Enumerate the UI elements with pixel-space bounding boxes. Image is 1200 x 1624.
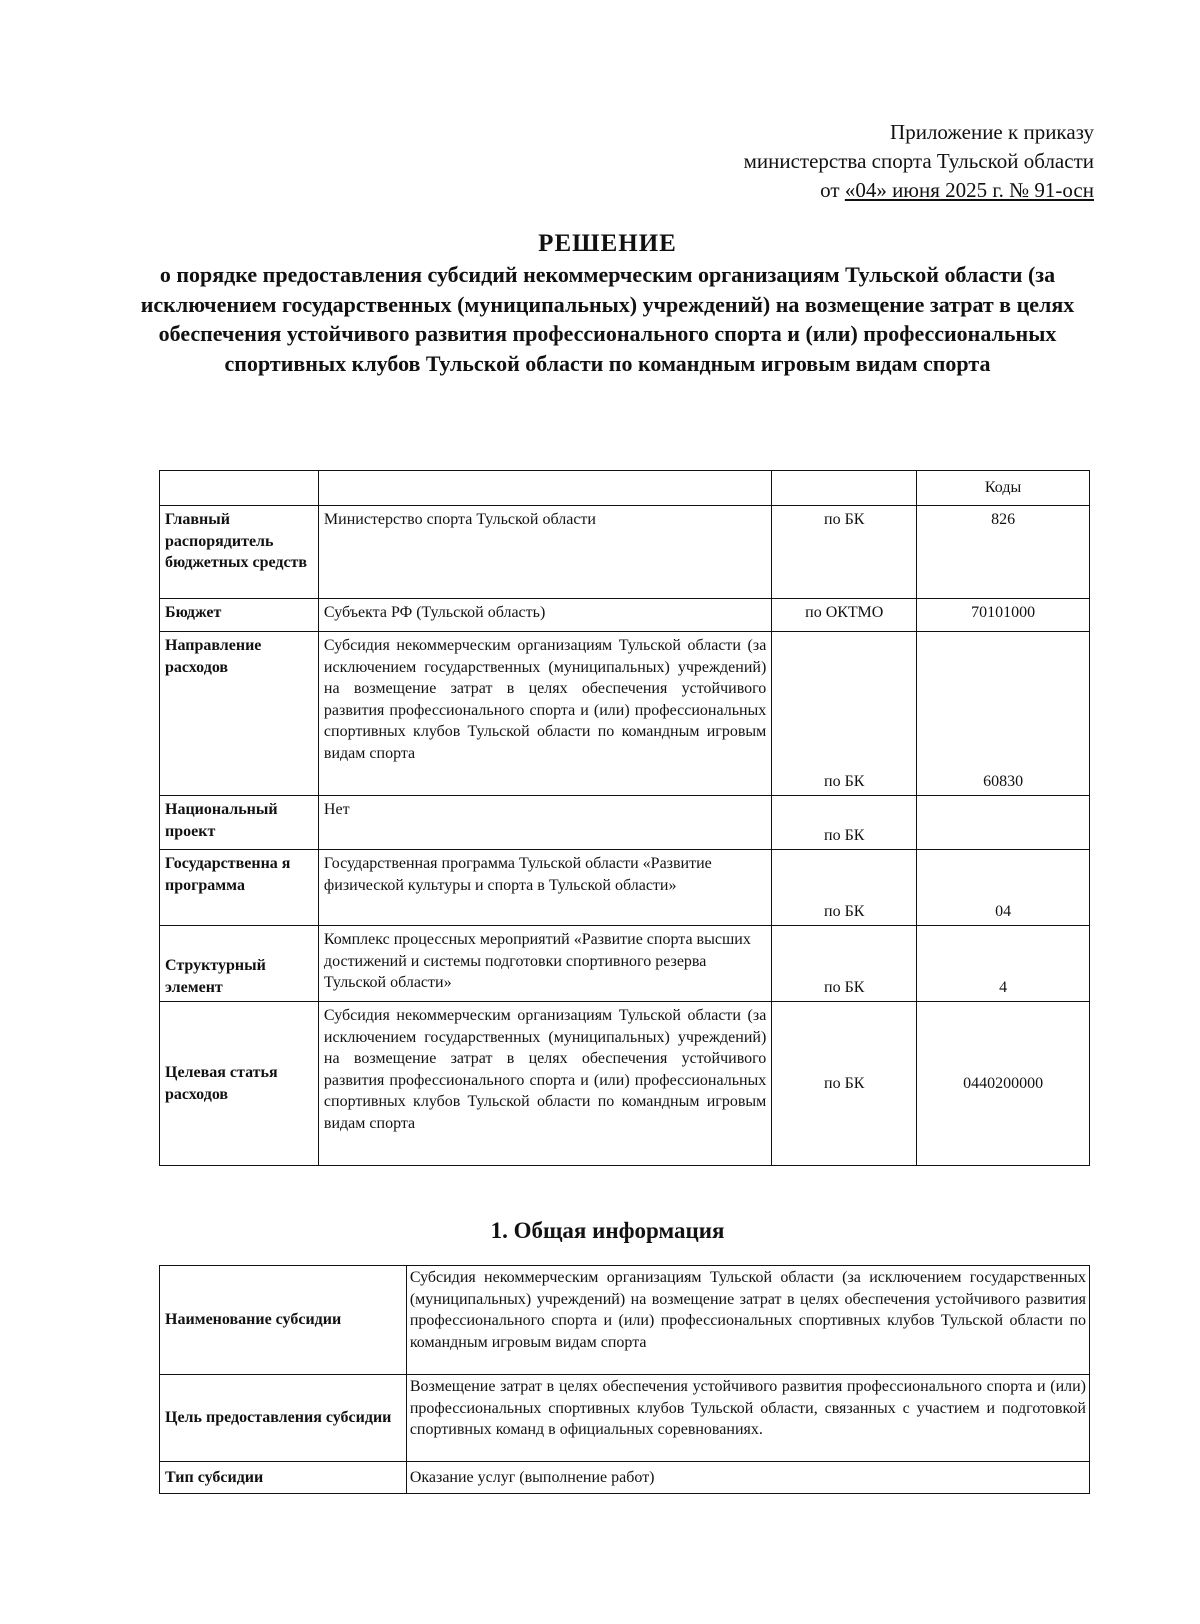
row-by: по БК [772, 632, 917, 796]
row-label: Национальный проект [160, 796, 319, 850]
row-value: Министерство спорта Тульской области [318, 506, 771, 599]
row-label: Цель предоставления субсидии [160, 1375, 407, 1462]
appendix-line-3 [744, 176, 1094, 205]
row-value: Возмещение затрат в целях обеспечения устойчивого развития профессионального спорта и (или) профессиональных спортивных клубов Тульской области, связанных с участием и подготовкой спортивных команд в официальных соревнованиях. [406, 1375, 1089, 1462]
row-label: Направление расходов [160, 632, 319, 796]
codes-header-row [160, 471, 1090, 506]
header-empty-cell [318, 471, 771, 506]
table-row [160, 506, 1090, 599]
document-subtitle: о порядке предоставления субсидий некоммерческим организациям Тульской области (за исключением государственных (муниципальных) учреждений) на возмещение затрат в целях обеспечения устойчивого развития профессионального спорта и (или) профессиональных спортивных клубов Тульской области по командным игровым видам спорта [140, 262, 1075, 376]
row-by: по БК [772, 796, 917, 850]
row-label: Структурный элемент [160, 926, 319, 1002]
table-row [160, 926, 1090, 1002]
codes-table [159, 470, 1090, 1166]
row-label: Государственна я программа [160, 850, 319, 926]
table-row [160, 599, 1090, 632]
appendix-date-number: «04» июня 2025 г. № 91-осн [844, 178, 1094, 202]
header-empty-cell [160, 471, 319, 506]
row-value: Комплекс процессных мероприятий «Развитие спорта высших достижений и системы подготовки спортивного резерва Тульской области» [318, 926, 771, 1002]
document-title: РЕШЕНИЕ [538, 230, 677, 257]
header-codes: Коды [917, 471, 1090, 506]
row-label: Тип субсидии [160, 1462, 407, 1494]
row-label: Наименование субсидии [160, 1266, 407, 1375]
table-row [160, 796, 1090, 850]
table-row [160, 1462, 1090, 1494]
row-value: Субсидия некоммерческим организациям Тульской области (за исключением государственных (муниципальных) учреждений) на возмещение затрат в целях обеспечения устойчивого развития профессионального спорта и (или) профессиональных спортивных клубов Тульской области по командным игровым видам спорта [406, 1266, 1089, 1375]
section-title: 1. Общая информация [490, 1218, 725, 1243]
row-code: 04 [917, 850, 1090, 926]
row-code [917, 796, 1090, 850]
table-row [160, 1002, 1090, 1166]
row-by: по БК [772, 506, 917, 599]
row-label: Бюджет [160, 599, 319, 632]
row-code: 826 [917, 506, 1090, 599]
row-value: Субъекта РФ (Тульской область) [318, 599, 771, 632]
table-row [160, 1375, 1090, 1462]
row-label: Целевая статья расходов [160, 1002, 319, 1166]
row-by: по БК [772, 926, 917, 1002]
table-row [160, 632, 1090, 796]
row-code: 0440200000 [917, 1002, 1090, 1166]
appendix-line-2: министерства спорта Тульской области [743, 149, 1094, 173]
row-value: Субсидия некоммерческим организациям Тульской области (за исключением государственных (муниципальных) учреждений) на возмещение затрат в целях обеспечения устойчивого развития профессионального спорта и (или) профессиональных спортивных клубов Тульской области по командным игровым видам спорта [318, 632, 771, 796]
table-row [160, 1266, 1090, 1375]
row-code: 60830 [917, 632, 1090, 796]
appendix-note [744, 118, 1094, 205]
row-by: по БК [772, 1002, 917, 1166]
row-by: по ОКТМО [772, 599, 917, 632]
row-value: Государственная программа Тульской области «Развитие физической культуры и спорта в Тульской области» [318, 850, 771, 926]
appendix-line-1: Приложение к приказу [890, 120, 1094, 144]
table-row [160, 850, 1090, 926]
appendix-date-prefix: от [820, 178, 845, 202]
row-value: Субсидия некоммерческим организациям Тульской области (за исключением государственных (муниципальных) учреждений) на возмещение затрат в целях обеспечения устойчивого развития профессионального спорта и (или) профессиональных спортивных клубов Тульской области по командным игровым видам спорта [318, 1002, 771, 1166]
row-by: по БК [772, 850, 917, 926]
row-code: 4 [917, 926, 1090, 1002]
row-label: Главный распорядитель бюджетных средств [160, 506, 319, 599]
row-value: Нет [318, 796, 771, 850]
general-info-table [159, 1265, 1090, 1494]
header-empty-cell [772, 471, 917, 506]
row-value: Оказание услуг (выполнение работ) [406, 1462, 1089, 1494]
row-code: 70101000 [917, 599, 1090, 632]
document-heading [120, 228, 1095, 378]
